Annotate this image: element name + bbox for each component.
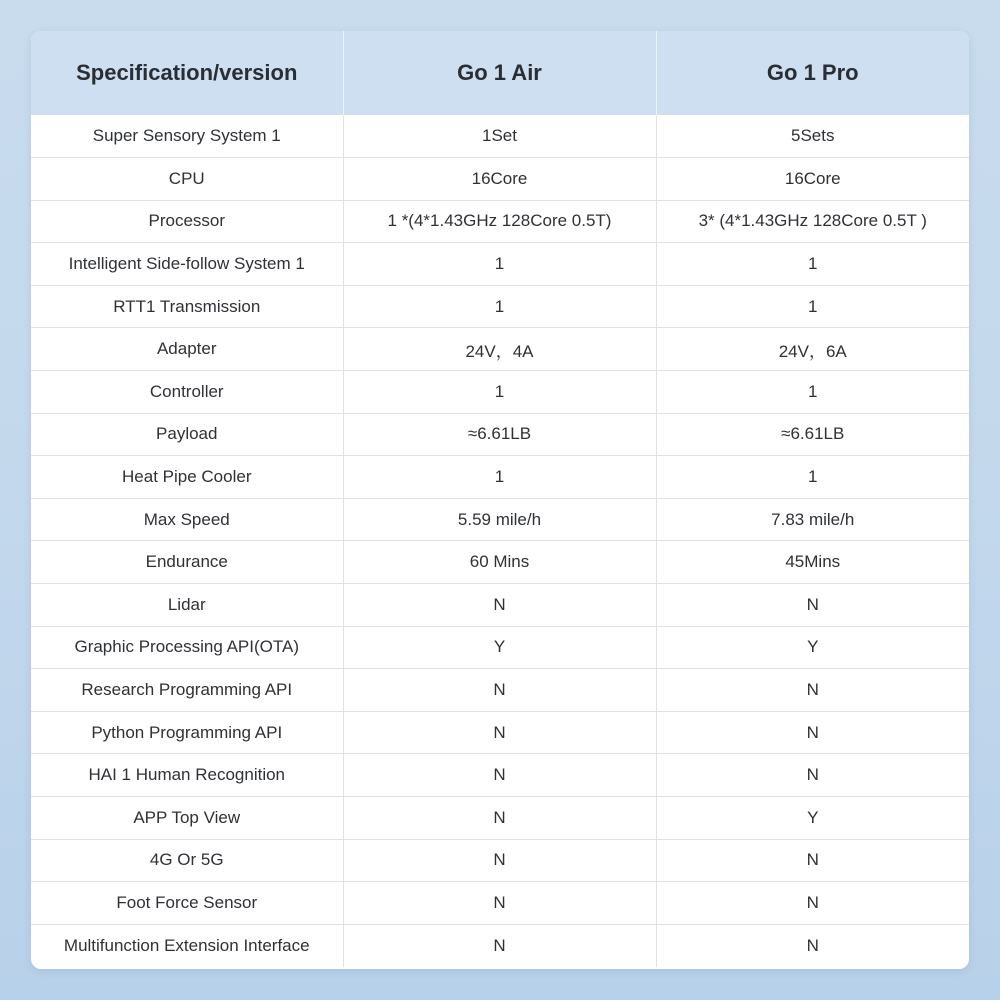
go1-pro-value-cell: N bbox=[656, 754, 969, 797]
go1-air-value-cell: 5.59 mile/h bbox=[343, 498, 656, 541]
go1-pro-value-cell: Y bbox=[656, 797, 969, 840]
header-go1-pro: Go 1 Pro bbox=[656, 31, 969, 115]
header-go1-air: Go 1 Air bbox=[343, 31, 656, 115]
go1-pro-value-cell: N bbox=[656, 669, 969, 712]
go1-pro-value-cell: 16Core bbox=[656, 158, 969, 201]
go1-air-value-cell: N bbox=[343, 584, 656, 627]
table-row bbox=[31, 498, 969, 541]
table-row bbox=[31, 243, 969, 286]
go1-air-value-cell: N bbox=[343, 754, 656, 797]
go1-air-value-cell: N bbox=[343, 797, 656, 840]
spec-comparison-card bbox=[31, 31, 969, 969]
spec-name-cell: Endurance bbox=[31, 541, 343, 584]
table-row bbox=[31, 711, 969, 754]
table-row bbox=[31, 626, 969, 669]
spec-name-cell: Super Sensory System 1 bbox=[92, 126, 281, 146]
spec-name-cell: Graphic Processing API(OTA) bbox=[31, 626, 343, 669]
go1-pro-value-cell: N bbox=[656, 711, 969, 754]
table-row bbox=[31, 371, 969, 414]
go1-air-value-cell: 1 bbox=[343, 456, 656, 499]
spec-name-cell: Heat Pipe Cooler bbox=[31, 456, 343, 499]
table-body bbox=[31, 115, 969, 967]
go1-air-value-cell: 1 *(4*1.43GHz 128Core 0.5T) bbox=[343, 200, 656, 243]
spec-name-cell: Multifunction Extension Interface bbox=[31, 924, 343, 967]
spec-name-cell: HAI 1 Human Recognition bbox=[31, 754, 343, 797]
go1-air-value-cell: ≈6.61LB bbox=[343, 413, 656, 456]
go1-pro-value-cell: 1 bbox=[656, 285, 969, 328]
spec-name-cell: Python Programming API bbox=[31, 711, 343, 754]
go1-pro-value-cell: 5Sets bbox=[656, 115, 969, 158]
spec-name-cell: RTT1 Transmission bbox=[31, 285, 343, 328]
table-row bbox=[31, 200, 969, 243]
spec-name-cell: Lidar bbox=[31, 584, 343, 627]
spec-name-cell: Foot Force Sensor bbox=[31, 882, 343, 925]
spec-name-cell: Controller bbox=[31, 371, 343, 414]
go1-air-value-cell: Y bbox=[343, 626, 656, 669]
go1-air-value-cell: 60 Mins bbox=[343, 541, 656, 584]
spec-comparison-table bbox=[31, 31, 969, 967]
spec-name-cell: Adapter bbox=[31, 328, 343, 371]
table-row bbox=[31, 456, 969, 499]
go1-pro-value-cell: 1 bbox=[656, 456, 969, 499]
header-specification: Specification/version bbox=[76, 60, 298, 85]
go1-air-value-cell: 24V，4A bbox=[343, 328, 656, 371]
go1-pro-value-cell: Y bbox=[656, 626, 969, 669]
go1-air-value-cell: 1 bbox=[343, 371, 656, 414]
table-row bbox=[31, 584, 969, 627]
spec-name-cell: Research Programming API bbox=[31, 669, 343, 712]
spec-name-cell: 4G Or 5G bbox=[31, 839, 343, 882]
go1-pro-value-cell: 3* (4*1.43GHz 128Core 0.5T ) bbox=[656, 200, 969, 243]
table-row bbox=[31, 115, 969, 158]
go1-pro-value-cell: N bbox=[656, 882, 969, 925]
spec-name-cell: Payload bbox=[31, 413, 343, 456]
go1-pro-value-cell: N bbox=[656, 924, 969, 967]
table-row bbox=[31, 413, 969, 456]
table-row bbox=[31, 882, 969, 925]
table-row bbox=[31, 839, 969, 882]
go1-air-value-cell: N bbox=[343, 669, 656, 712]
spec-name-cell: Intelligent Side-follow System 1 bbox=[31, 243, 343, 286]
table-row bbox=[31, 924, 969, 967]
spec-name-cell: Max Speed bbox=[31, 498, 343, 541]
table-row bbox=[31, 797, 969, 840]
go1-pro-value-cell: 45Mins bbox=[656, 541, 969, 584]
spec-name-cell: Processor bbox=[31, 200, 343, 243]
go1-pro-value-cell: 7.83 mile/h bbox=[656, 498, 969, 541]
table-row bbox=[31, 285, 969, 328]
go1-pro-value-cell: 1 bbox=[656, 371, 969, 414]
go1-pro-value-cell: 1 bbox=[656, 243, 969, 286]
spec-name-cell: CPU bbox=[31, 158, 343, 201]
table-row bbox=[31, 754, 969, 797]
table-row bbox=[31, 541, 969, 584]
go1-air-value-cell: N bbox=[343, 711, 656, 754]
go1-air-value-cell: N bbox=[343, 882, 656, 925]
go1-air-value-cell: N bbox=[343, 839, 656, 882]
go1-air-value-cell: 1Set bbox=[343, 115, 656, 158]
go1-pro-value-cell: 24V，6A bbox=[656, 328, 969, 371]
go1-air-value-cell: N bbox=[343, 924, 656, 967]
table-header-row bbox=[31, 31, 969, 115]
go1-air-value-cell: 16Core bbox=[343, 158, 656, 201]
go1-pro-value-cell: N bbox=[656, 584, 969, 627]
spec-name-cell: APP Top View bbox=[31, 797, 343, 840]
table-row bbox=[31, 669, 969, 712]
table-row bbox=[31, 328, 969, 371]
go1-air-value-cell: 1 bbox=[343, 243, 656, 286]
go1-pro-value-cell: ≈6.61LB bbox=[656, 413, 969, 456]
go1-air-value-cell: 1 bbox=[343, 285, 656, 328]
go1-pro-value-cell: N bbox=[656, 839, 969, 882]
table-row bbox=[31, 158, 969, 201]
